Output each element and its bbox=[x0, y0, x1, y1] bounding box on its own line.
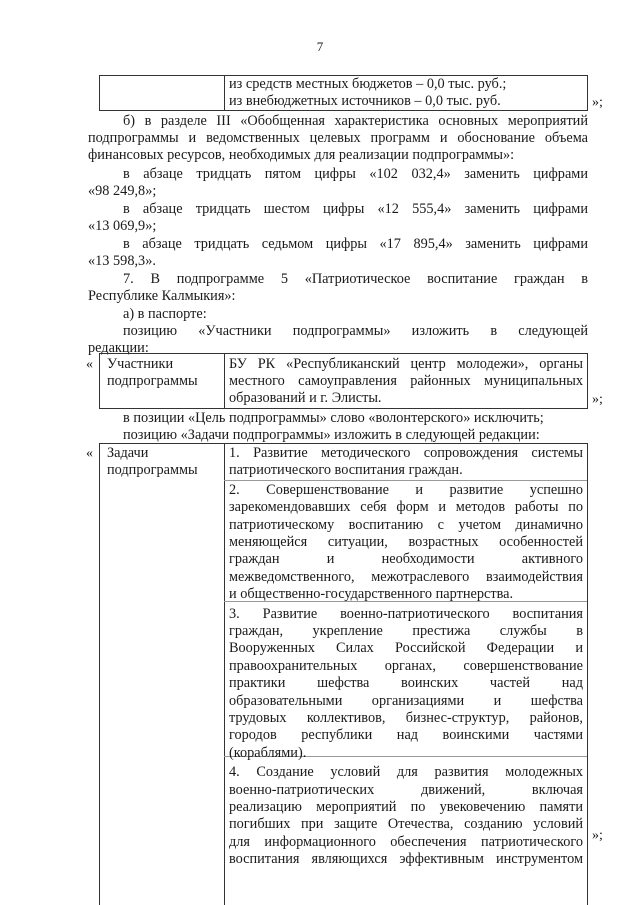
tasks-content-line: практики шефства воинских частей над bbox=[229, 675, 583, 692]
paragraph-37-line: «13 598,3». bbox=[88, 253, 156, 269]
opening-quote: « bbox=[86, 357, 93, 372]
participants-table bbox=[99, 353, 588, 409]
tasks-content-line: 3. Развитие военно-патриотического воспитания bbox=[229, 605, 583, 622]
tasks-content-line: образовательными организациями и шефства bbox=[229, 692, 583, 709]
closing-quote: »; bbox=[592, 95, 603, 110]
closing-quote: »; bbox=[592, 828, 603, 843]
participants-content-line: местного самоуправления районных муниципальных bbox=[229, 373, 583, 389]
tasks-content-line: 1. Развитие методического сопровождения системы bbox=[229, 445, 583, 461]
paragraph-tasks: позицию «Задачи подпрограммы» изложить в следующей редакции: bbox=[123, 427, 540, 443]
paragraph-7-line: Республике Калмыкия»: bbox=[88, 288, 236, 304]
tasks-content-line: погибших при защите Отечества, созданию условий bbox=[229, 816, 583, 833]
paragraph-37-line: в абзаце тридцать седьмом цифры «17 895,4» заменить цифрами bbox=[123, 236, 588, 252]
participants-label: подпрограммы bbox=[107, 373, 198, 389]
participants-content-line: образований и г. Элисты. bbox=[229, 390, 382, 406]
closing-quote: »; bbox=[592, 392, 603, 407]
paragraph-b-line: подпрограммы и ведомственных целевых программ и обоснование объема bbox=[88, 130, 588, 146]
participants-label: Участники bbox=[107, 356, 174, 372]
table-column-divider bbox=[224, 444, 225, 905]
tasks-table bbox=[99, 443, 588, 905]
budget-offbudget-row: из внебюджетных источников – 0,0 тыс. руб. bbox=[229, 93, 501, 109]
paragraph-position-line: редакции: bbox=[88, 340, 149, 356]
tasks-content-line: патриотическому воспитанию с учетом динамично bbox=[229, 516, 583, 533]
tasks-content-line: трудовых коллективов, бизнес-структур, районов, bbox=[229, 710, 583, 726]
paragraph-7-line: 7. В подпрограмме 5 «Патриотическое воспитание граждан в bbox=[123, 271, 588, 287]
paragraph-position-line: позицию «Участники подпрограммы» изложить в следующей bbox=[123, 323, 588, 339]
tasks-content-line: меняющейся ситуации, возрастных особенностей bbox=[229, 534, 583, 550]
opening-quote: « bbox=[86, 446, 93, 461]
tasks-content-line: 4. Создание условий для развития молодежных bbox=[229, 764, 583, 781]
tasks-content-line: военно-патриотических движений, включая bbox=[229, 781, 583, 798]
tasks-content-line: граждан, укрепление престижа службы в bbox=[229, 623, 583, 639]
budget-local-row: из средств местных бюджетов – 0,0 тыс. руб.; bbox=[229, 76, 507, 92]
tasks-content-line: воспитания являющихся эффективным инструментом bbox=[229, 851, 583, 868]
paragraph-36-line: в абзаце тридцать шестом цифры «12 555,4» заменить цифрами bbox=[123, 201, 588, 217]
tasks-content-line: и общественно-государственного партнерства. bbox=[229, 586, 514, 603]
tasks-content-line: межведомственного, межотраслевого взаимодействия bbox=[229, 568, 583, 585]
paragraph-b-line: б) в разделе III «Обобщенная характеристика основных мероприятий bbox=[123, 113, 588, 129]
paragraph-b-line: финансовых ресурсов, необходимых для реализации подпрограммы»: bbox=[88, 147, 515, 163]
tasks-content-line: (кораблями). bbox=[229, 744, 307, 761]
tasks-content-line: городов республики над воинскими частями bbox=[229, 727, 583, 744]
participants-content-line: БУ РК «Республиканский центр молодежи», органы bbox=[229, 356, 583, 372]
paragraph-36-line: «13 069,9»; bbox=[88, 218, 157, 234]
page-number: 7 bbox=[316, 39, 324, 54]
tasks-content-line: 2. Совершенствование и развитие успешно bbox=[229, 481, 583, 498]
paragraph-goal: в позиции «Цель подпрограммы» слово «волонтерского» исключить; bbox=[123, 410, 544, 426]
tasks-content-line: для информационного обеспечения патриотического bbox=[229, 833, 583, 850]
tasks-content-line: зарекомендовавших себя форм и методов работы по bbox=[229, 499, 583, 516]
tasks-label: подпрограммы bbox=[107, 462, 198, 478]
table-column-divider bbox=[224, 76, 225, 110]
paragraph-a: а) в паспорте: bbox=[123, 306, 207, 322]
tasks-content-line: реализацию мероприятий по увековечению памяти bbox=[229, 799, 583, 815]
paragraph-35-line: в абзаце тридцать пятом цифры «102 032,4» заменить цифрами bbox=[123, 166, 588, 182]
tasks-label: Задачи bbox=[107, 445, 149, 461]
tasks-content-line: патриотического воспитания граждан. bbox=[229, 462, 463, 479]
table-column-divider bbox=[224, 354, 225, 408]
tasks-content-line: граждан и необходимости активного bbox=[229, 551, 583, 568]
tasks-content-line: правоохранительных органах, совершенствование bbox=[229, 657, 583, 674]
tasks-content-line: Вооруженных Силах Российской Федерации и bbox=[229, 640, 583, 657]
paragraph-35-line: «98 249,8»; bbox=[88, 183, 157, 199]
budget-table bbox=[99, 75, 588, 111]
